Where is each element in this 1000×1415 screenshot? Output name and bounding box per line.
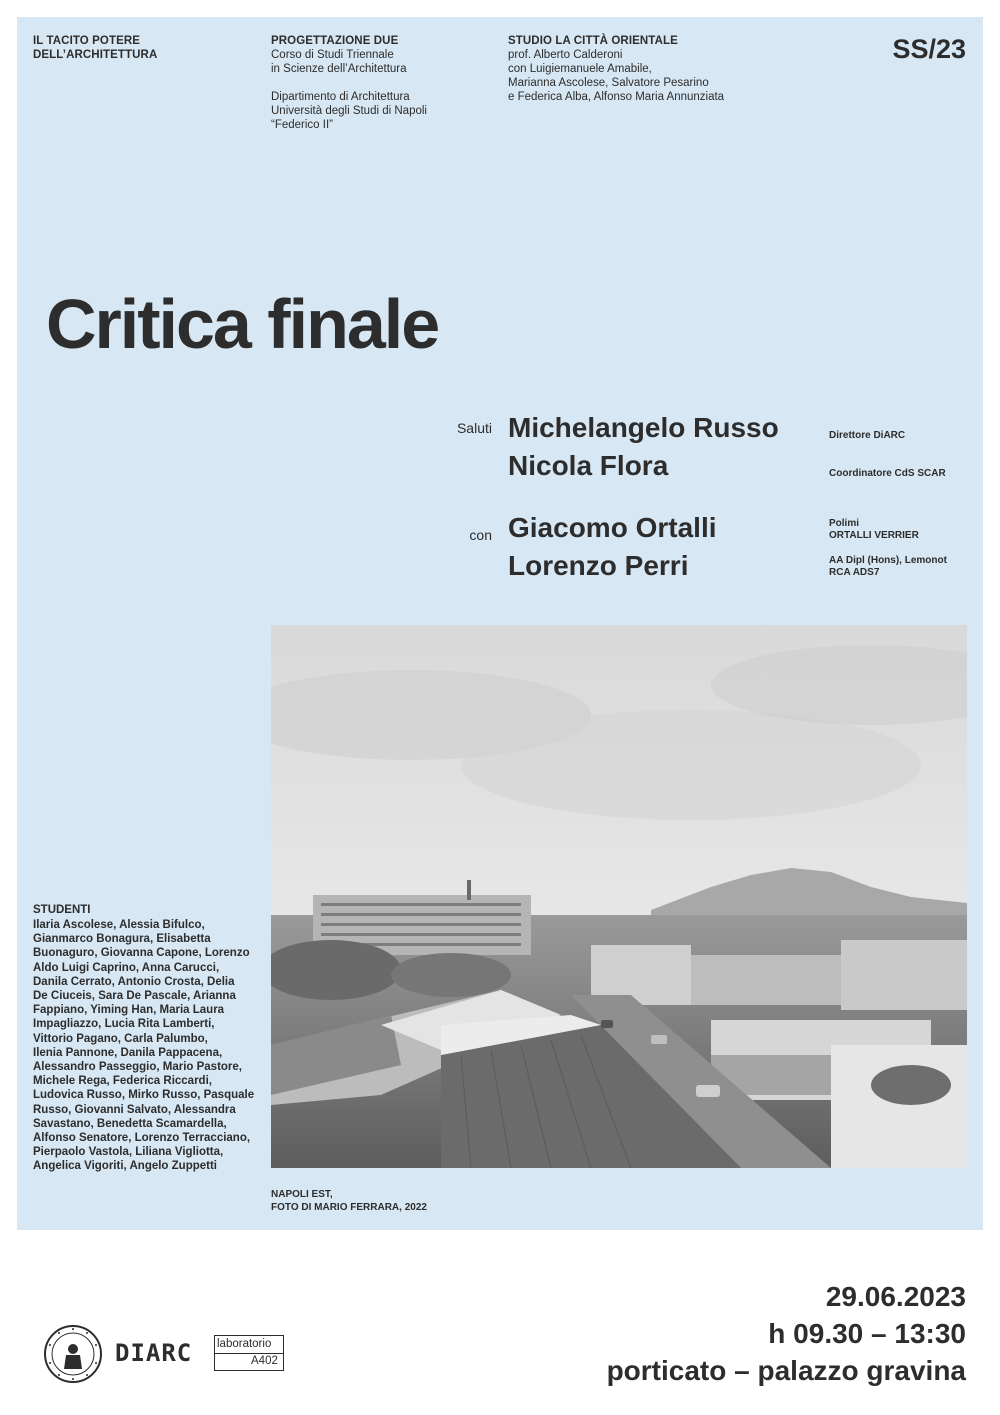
department-line: Università degli Studi di Napoli bbox=[271, 105, 427, 117]
students-line: Buonaguro, Giovanna Capone, Lorenzo bbox=[33, 947, 250, 960]
speaker-role bbox=[829, 555, 947, 579]
photo-caption bbox=[271, 1188, 427, 1214]
page-title: Critica finale bbox=[46, 285, 439, 363]
event-place: porticato – palazzo gravina bbox=[606, 1355, 966, 1386]
laboratorio-divider bbox=[215, 1353, 283, 1354]
speaker-role bbox=[829, 518, 919, 542]
students-line: Angelica Vigoriti, Angelo Zuppetti bbox=[33, 1160, 218, 1173]
speaker-role-line: Polimi bbox=[829, 518, 860, 529]
photo-caption-line: NAPOLI EST, bbox=[271, 1189, 333, 1200]
speaker-name: Nicola Flora bbox=[508, 450, 669, 481]
students-line: Pierpaolo Vastola, Liliana Vigliotta, bbox=[33, 1146, 224, 1159]
guests-label: con bbox=[469, 527, 492, 543]
students-line: De Ciuceis, Sara De Pascale, Arianna bbox=[33, 990, 236, 1003]
students-line: Danila Cerrato, Antonio Crosta, Delia bbox=[33, 975, 235, 988]
studio-line: Marianna Ascolese, Salvatore Pesarino bbox=[508, 77, 709, 89]
students-line: Ilaria Ascolese, Alessia Bifulco, bbox=[33, 919, 205, 931]
students-line: Michele Rega, Federica Riccardi, bbox=[33, 1075, 212, 1088]
students-line: Impagliazzo, Lucia Rita Lamberti, bbox=[33, 1018, 215, 1031]
course-title: PROGETTAZIONE DUE bbox=[271, 35, 399, 47]
speaker-role-line: RCA ADS7 bbox=[829, 567, 880, 578]
speaker-role bbox=[829, 468, 946, 480]
laboratorio-label: laboratorio bbox=[217, 1338, 272, 1350]
speaker-name: Michelangelo Russo bbox=[508, 412, 779, 443]
greetings-label: Saluti bbox=[456, 420, 492, 436]
city-photo bbox=[271, 625, 967, 1168]
laboratorio-room: A402 bbox=[251, 1355, 278, 1367]
students-list bbox=[33, 918, 258, 1174]
students-line: Ilenia Pannone, Danila Pappacena, bbox=[33, 1046, 223, 1059]
students-line: Savastano, Benedetta Scamardella, bbox=[33, 1117, 227, 1130]
speaker-role-line: AA Dipl (Hons), Lemonot bbox=[829, 555, 947, 566]
event-date: 29.06.2023 bbox=[825, 1281, 966, 1312]
students-line: Ludovica Russo, Mirko Russo, Pasquale bbox=[33, 1089, 255, 1102]
speaker-role bbox=[829, 430, 905, 442]
course-line: Corso di Studi Triennale bbox=[271, 49, 394, 61]
diarc-logo: DIARC bbox=[115, 1339, 193, 1367]
students-line: Alessandro Passeggio, Mario Pastore, bbox=[33, 1061, 242, 1074]
photo-caption-line: FOTO DI MARIO FERRARA, 2022 bbox=[271, 1202, 427, 1213]
project-title-line: IL TACITO POTERE bbox=[33, 35, 141, 47]
studio-title: STUDIO LA CITTÀ ORIENTALE bbox=[508, 35, 678, 47]
studio-line: e Federica Alba, Alfonso Maria Annunziata bbox=[508, 91, 725, 103]
speaker-role-line: Coordinatore CdS SCAR bbox=[829, 468, 946, 479]
laboratorio-logo bbox=[214, 1335, 284, 1371]
department-line: “Federico II” bbox=[271, 119, 333, 131]
speaker-name: Giacomo Ortalli bbox=[508, 512, 717, 543]
students-line: Vittorio Pagano, Carla Palumbo, bbox=[33, 1032, 208, 1045]
students-line: Russo, Giovanni Salvato, Alessandra bbox=[33, 1103, 236, 1116]
header-project-title bbox=[33, 34, 157, 62]
course-line: in Scienze dell’Architettura bbox=[271, 63, 407, 75]
event-time: h 09.30 – 13:30 bbox=[768, 1318, 966, 1349]
students-line: Fappiano, Yiming Han, Maria Laura bbox=[33, 1004, 225, 1017]
project-title-line: DELL’ARCHITETTURA bbox=[33, 49, 158, 61]
speaker-name: Lorenzo Perri bbox=[508, 550, 689, 581]
studio-line: con Luigiemanuele Amabile, bbox=[508, 63, 652, 75]
students-line: Aldo Luigi Caprino, Anna Carucci, bbox=[33, 961, 220, 974]
header-studio-info bbox=[508, 34, 724, 104]
studio-line: prof. Alberto Calderoni bbox=[508, 49, 623, 61]
students-line: Gianmarco Bonagura, Elisabetta bbox=[33, 933, 211, 946]
students-title: STUDENTI bbox=[33, 904, 91, 916]
semester-label: SS/23 bbox=[892, 34, 966, 64]
department-line: Dipartimento di Architettura bbox=[271, 91, 410, 103]
header-course-info bbox=[271, 34, 427, 132]
speaker-role-line: Direttore DiARC bbox=[829, 430, 906, 441]
students-line: Alfonso Senatore, Lorenzo Terracciano, bbox=[33, 1132, 251, 1145]
speaker-role-line: ORTALLI VERRIER bbox=[829, 530, 919, 541]
